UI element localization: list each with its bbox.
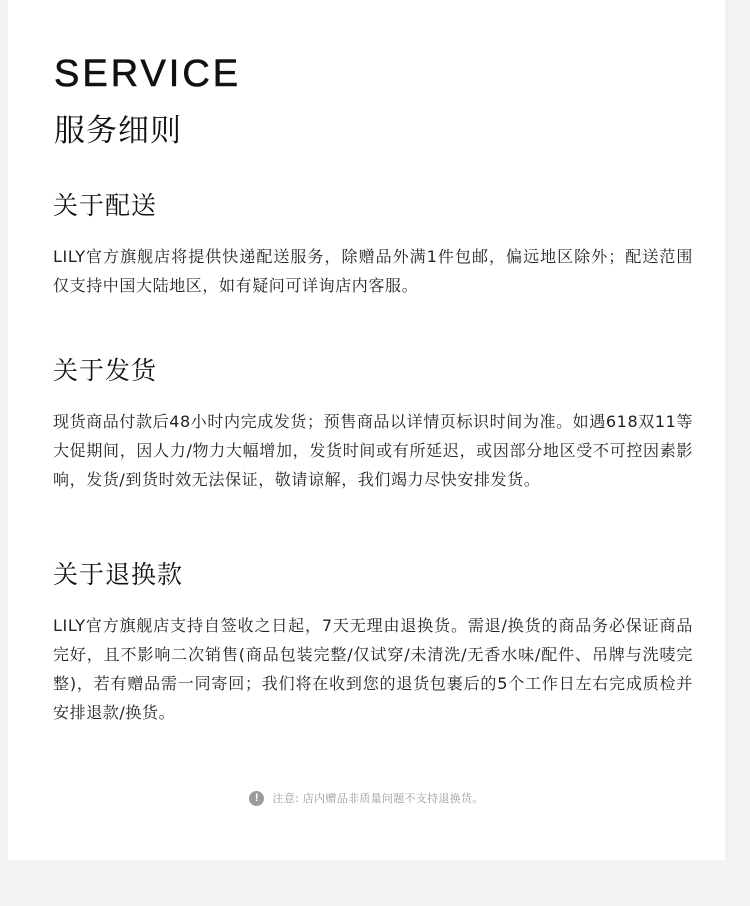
section-title: 关于发货 — [53, 356, 158, 385]
section-title: 关于退换款 — [53, 560, 184, 589]
section-returns — [53, 559, 693, 727]
section-shipping — [53, 355, 693, 494]
section-body: LILY官方旗舰店将提供快递配送服务，除赠品外满1件包邮，偏远地区除外；配送范围仅支持中国大陆地区，如有疑问可详询店内客服。 — [53, 247, 693, 295]
page-title-cn: 服务细则 — [54, 113, 182, 149]
exclamation-circle-icon: ! — [249, 791, 264, 806]
service-card — [8, 0, 725, 860]
section-delivery — [53, 190, 693, 300]
page-title-en: SERVICE — [54, 53, 242, 95]
section-title: 关于配送 — [53, 191, 158, 220]
section-body: LILY官方旗舰店支持自签收之日起，7天无理由退换货。需退/换货的商品务必保证商品完好，且不影响二次销售(商品包装完整/仅试穿/未清洗/无香水味/配件、吊牌与洗唛完整)，若有赠品需一同寄回；我们将在收到您的退货包裹后的5个工作日左右完成质检并安排退款/换货。 — [53, 616, 693, 722]
notice-text: 注意: 店内赠品非质量问题不支持退换货。 — [272, 792, 484, 805]
notice — [8, 790, 725, 806]
section-body: 现货商品付款后48小时内完成发货；预售商品以详情页标识时间为准。如遇618双11等大促期间，因人力/物力大幅增加，发货时间或有所延迟，或因部分地区受不可控因素影响，发货/到货时效无法保证，敬请谅解，我们竭力尽快安排发货。 — [53, 412, 693, 489]
